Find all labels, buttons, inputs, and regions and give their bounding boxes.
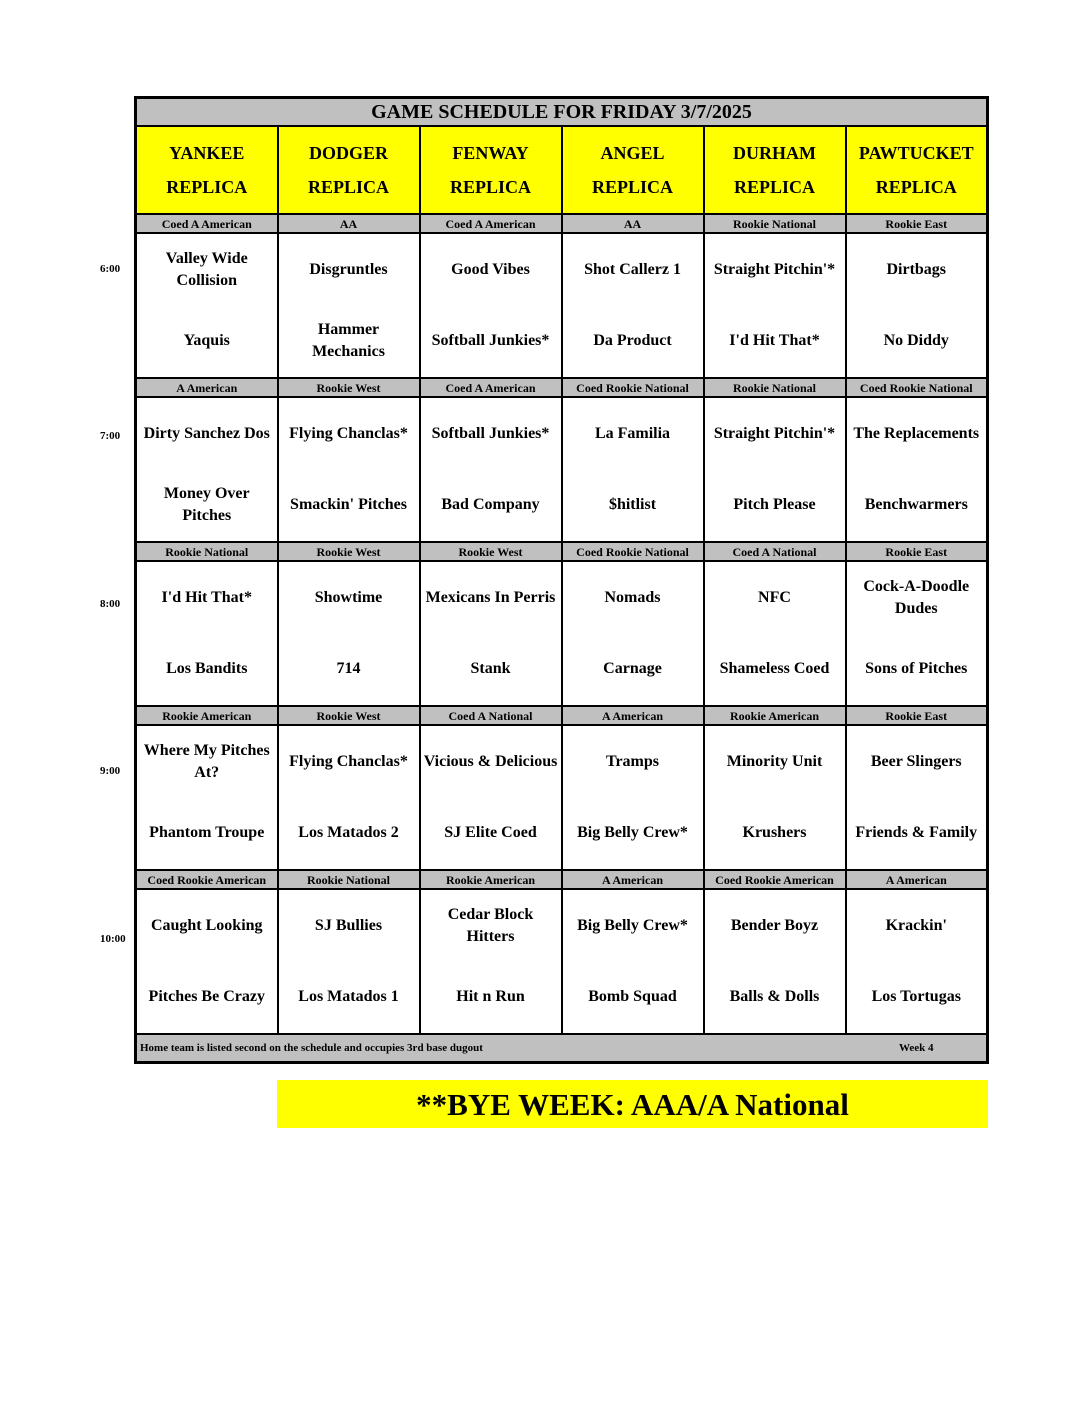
field-header-durham (704, 126, 846, 214)
game-cell (704, 397, 846, 542)
home-team-note: Home team is listed second on the schedule and occupies 3rd base dugout (140, 1042, 483, 1054)
field-name: PAWTUCKET (858, 143, 974, 163)
division-row (136, 378, 988, 397)
game-cell (846, 561, 988, 706)
game-cell (420, 233, 562, 378)
division-label: Rookie West (278, 378, 420, 397)
away-team: Minority Unit (726, 752, 823, 770)
division-label: Coed Rookie National (562, 378, 704, 397)
away-team: Flying Chanclas* (289, 752, 408, 770)
home-team: Krushers (742, 823, 807, 841)
division-row (136, 214, 988, 233)
game-cell (278, 561, 420, 706)
away-team: SJ Bullies (314, 916, 383, 934)
away-team: Flying Chanclas* (289, 424, 408, 442)
time-label: 9:00 (100, 765, 121, 777)
division-label: Rookie National (278, 870, 420, 889)
away-team: NFC (758, 588, 791, 606)
home-team: Hammer Mechanics (312, 320, 385, 360)
away-team: Shot Callerz 1 (584, 260, 681, 278)
game-cell (136, 561, 278, 706)
field-name: YANKEE (169, 143, 245, 163)
away-team: Beer Slingers (870, 752, 962, 770)
time-label: 7:00 (100, 430, 121, 442)
division-label: Coed Rookie National (562, 542, 704, 561)
home-team: Big Belly Crew* (577, 823, 688, 841)
division-label: Rookie West (420, 542, 562, 561)
game-cell (278, 233, 420, 378)
division-label: Coed A American (420, 214, 562, 233)
home-team: Carnage (603, 659, 662, 677)
division-label: Rookie American (136, 706, 278, 725)
away-team: Bender Boyz (730, 916, 819, 934)
home-team: Yaquis (183, 331, 230, 349)
away-team: Tramps (605, 752, 660, 770)
page-title: GAME SCHEDULE FOR FRIDAY 3/7/2025 (136, 98, 988, 127)
game-cell (278, 725, 420, 870)
field-name: DODGER (308, 143, 388, 163)
home-team: Hit n Run (456, 987, 525, 1005)
away-team: Vicious & Delicious (423, 752, 558, 770)
home-team: Stank (470, 659, 511, 677)
field-subtitle: REPLICA (449, 177, 531, 197)
home-team: SJ Elite Coed (444, 823, 537, 841)
away-team: Cock-A-Doodle Dudes (863, 577, 970, 617)
division-label: Rookie West (278, 542, 420, 561)
away-team: Straight Pitchin'* (713, 424, 836, 442)
field-header-row (136, 126, 988, 214)
home-team: 714 (336, 659, 361, 677)
time-label: 6:00 (100, 263, 121, 275)
game-cell (704, 889, 846, 1034)
game-cell (704, 561, 846, 706)
game-row (136, 725, 988, 870)
away-team: Nomads (604, 588, 661, 606)
home-team: Money Over Pitches (163, 484, 250, 524)
field-subtitle: REPLICA (591, 177, 673, 197)
field-subtitle: REPLICA (875, 177, 957, 197)
division-label: Rookie West (278, 706, 420, 725)
division-label: Coed Rookie American (704, 870, 846, 889)
game-cell (420, 397, 562, 542)
field-name: ANGEL (600, 143, 665, 163)
game-cell (136, 725, 278, 870)
game-row (136, 233, 988, 378)
field-header-pawtucket (846, 126, 988, 214)
game-cell (562, 233, 704, 378)
game-cell (704, 233, 846, 378)
away-team: Showtime (314, 588, 383, 606)
away-team: Valley Wide Collision (165, 249, 248, 289)
game-cell (846, 725, 988, 870)
field-header-yankee (136, 126, 278, 214)
away-team: Mexicans In Perris (425, 588, 556, 606)
game-cell (562, 561, 704, 706)
game-cell (846, 889, 988, 1034)
home-team: Bomb Squad (588, 987, 677, 1005)
time-label: 8:00 (100, 598, 121, 610)
division-label: A American (136, 378, 278, 397)
game-cell (420, 725, 562, 870)
field-name: DURHAM (733, 143, 816, 163)
away-team: La Familia (594, 424, 671, 442)
field-subtitle: REPLICA (733, 177, 815, 197)
game-row (136, 397, 988, 542)
home-team: Los Matados 1 (298, 987, 399, 1005)
home-team: Balls & Dolls (729, 987, 820, 1005)
schedule-table (134, 96, 989, 1064)
away-team: I'd Hit That* (161, 588, 252, 606)
game-cell (420, 561, 562, 706)
away-team: Dirtbags (886, 260, 947, 278)
footer-cell (136, 1034, 988, 1063)
game-cell (278, 397, 420, 542)
division-label: A American (562, 706, 704, 725)
division-label: Rookie American (704, 706, 846, 725)
field-subtitle: REPLICA (166, 177, 248, 197)
division-label: Rookie National (704, 378, 846, 397)
home-team: Benchwarmers (864, 495, 968, 513)
home-team: Shameless Coed (719, 659, 830, 677)
division-label: Coed A National (420, 706, 562, 725)
game-cell (562, 397, 704, 542)
home-team: $hitlist (608, 495, 657, 513)
game-cell (704, 725, 846, 870)
footer-row (136, 1034, 988, 1063)
away-team: Softball Junkies* (431, 424, 550, 442)
division-label: Coed Rookie National (846, 378, 988, 397)
week-label: Week 4 (899, 1042, 934, 1054)
division-row (136, 870, 988, 889)
home-team: Friends & Family (855, 823, 978, 841)
home-team: No Diddy (883, 331, 949, 349)
game-row (136, 889, 988, 1034)
home-team: Los Tortugas (871, 987, 961, 1005)
game-cell (136, 889, 278, 1034)
away-team: Straight Pitchin'* (713, 260, 836, 278)
game-cell (846, 233, 988, 378)
division-label: Coed A American (136, 214, 278, 233)
home-team: Los Matados 2 (298, 823, 399, 841)
division-label: Coed A American (420, 378, 562, 397)
game-cell (846, 397, 988, 542)
field-header-angel (562, 126, 704, 214)
game-cell (278, 889, 420, 1034)
home-team: Pitch Please (733, 495, 816, 513)
field-subtitle: REPLICA (307, 177, 389, 197)
away-team: Big Belly Crew* (577, 916, 688, 934)
division-label: Rookie East (846, 214, 988, 233)
division-label: Rookie East (846, 542, 988, 561)
division-label: Rookie American (420, 870, 562, 889)
away-team: Where My Pitches At? (143, 741, 270, 781)
division-label: AA (562, 214, 704, 233)
home-team: Sons of Pitches (865, 659, 968, 677)
home-team: Los Bandits (166, 659, 248, 677)
division-row (136, 706, 988, 725)
home-team: Phantom Troupe (149, 823, 265, 841)
game-cell (562, 725, 704, 870)
away-team: Krackin' (885, 916, 947, 934)
field-name: FENWAY (452, 143, 529, 163)
game-cell (420, 889, 562, 1034)
game-cell (562, 889, 704, 1034)
away-team: Caught Looking (150, 916, 263, 934)
away-team: Cedar Block Hitters (447, 905, 534, 945)
time-label: 10:00 (100, 933, 126, 945)
away-team: The Replacements (853, 424, 980, 442)
game-cell (136, 397, 278, 542)
division-label: Rookie National (704, 214, 846, 233)
away-team: Good Vibes (451, 260, 530, 278)
home-team: Bad Company (441, 495, 540, 513)
home-team: Da Product (593, 331, 672, 349)
home-team: Pitches Be Crazy (148, 987, 265, 1005)
bye-week-banner: **BYE WEEK: AAA/A National (277, 1080, 988, 1128)
division-label: Coed A National (704, 542, 846, 561)
away-team: Disgruntles (309, 260, 388, 278)
game-row (136, 561, 988, 706)
away-team: Dirty Sanchez Dos (143, 424, 270, 442)
game-cell (136, 233, 278, 378)
division-row (136, 542, 988, 561)
division-label: Coed Rookie American (136, 870, 278, 889)
division-label: A American (846, 870, 988, 889)
division-label: Rookie National (136, 542, 278, 561)
home-team: I'd Hit That* (729, 331, 820, 349)
field-header-dodger (278, 126, 420, 214)
division-label: Rookie East (846, 706, 988, 725)
field-header-fenway (420, 126, 562, 214)
division-label: AA (278, 214, 420, 233)
home-team: Softball Junkies* (431, 331, 550, 349)
home-team: Smackin' Pitches (290, 495, 407, 513)
division-label: A American (562, 870, 704, 889)
